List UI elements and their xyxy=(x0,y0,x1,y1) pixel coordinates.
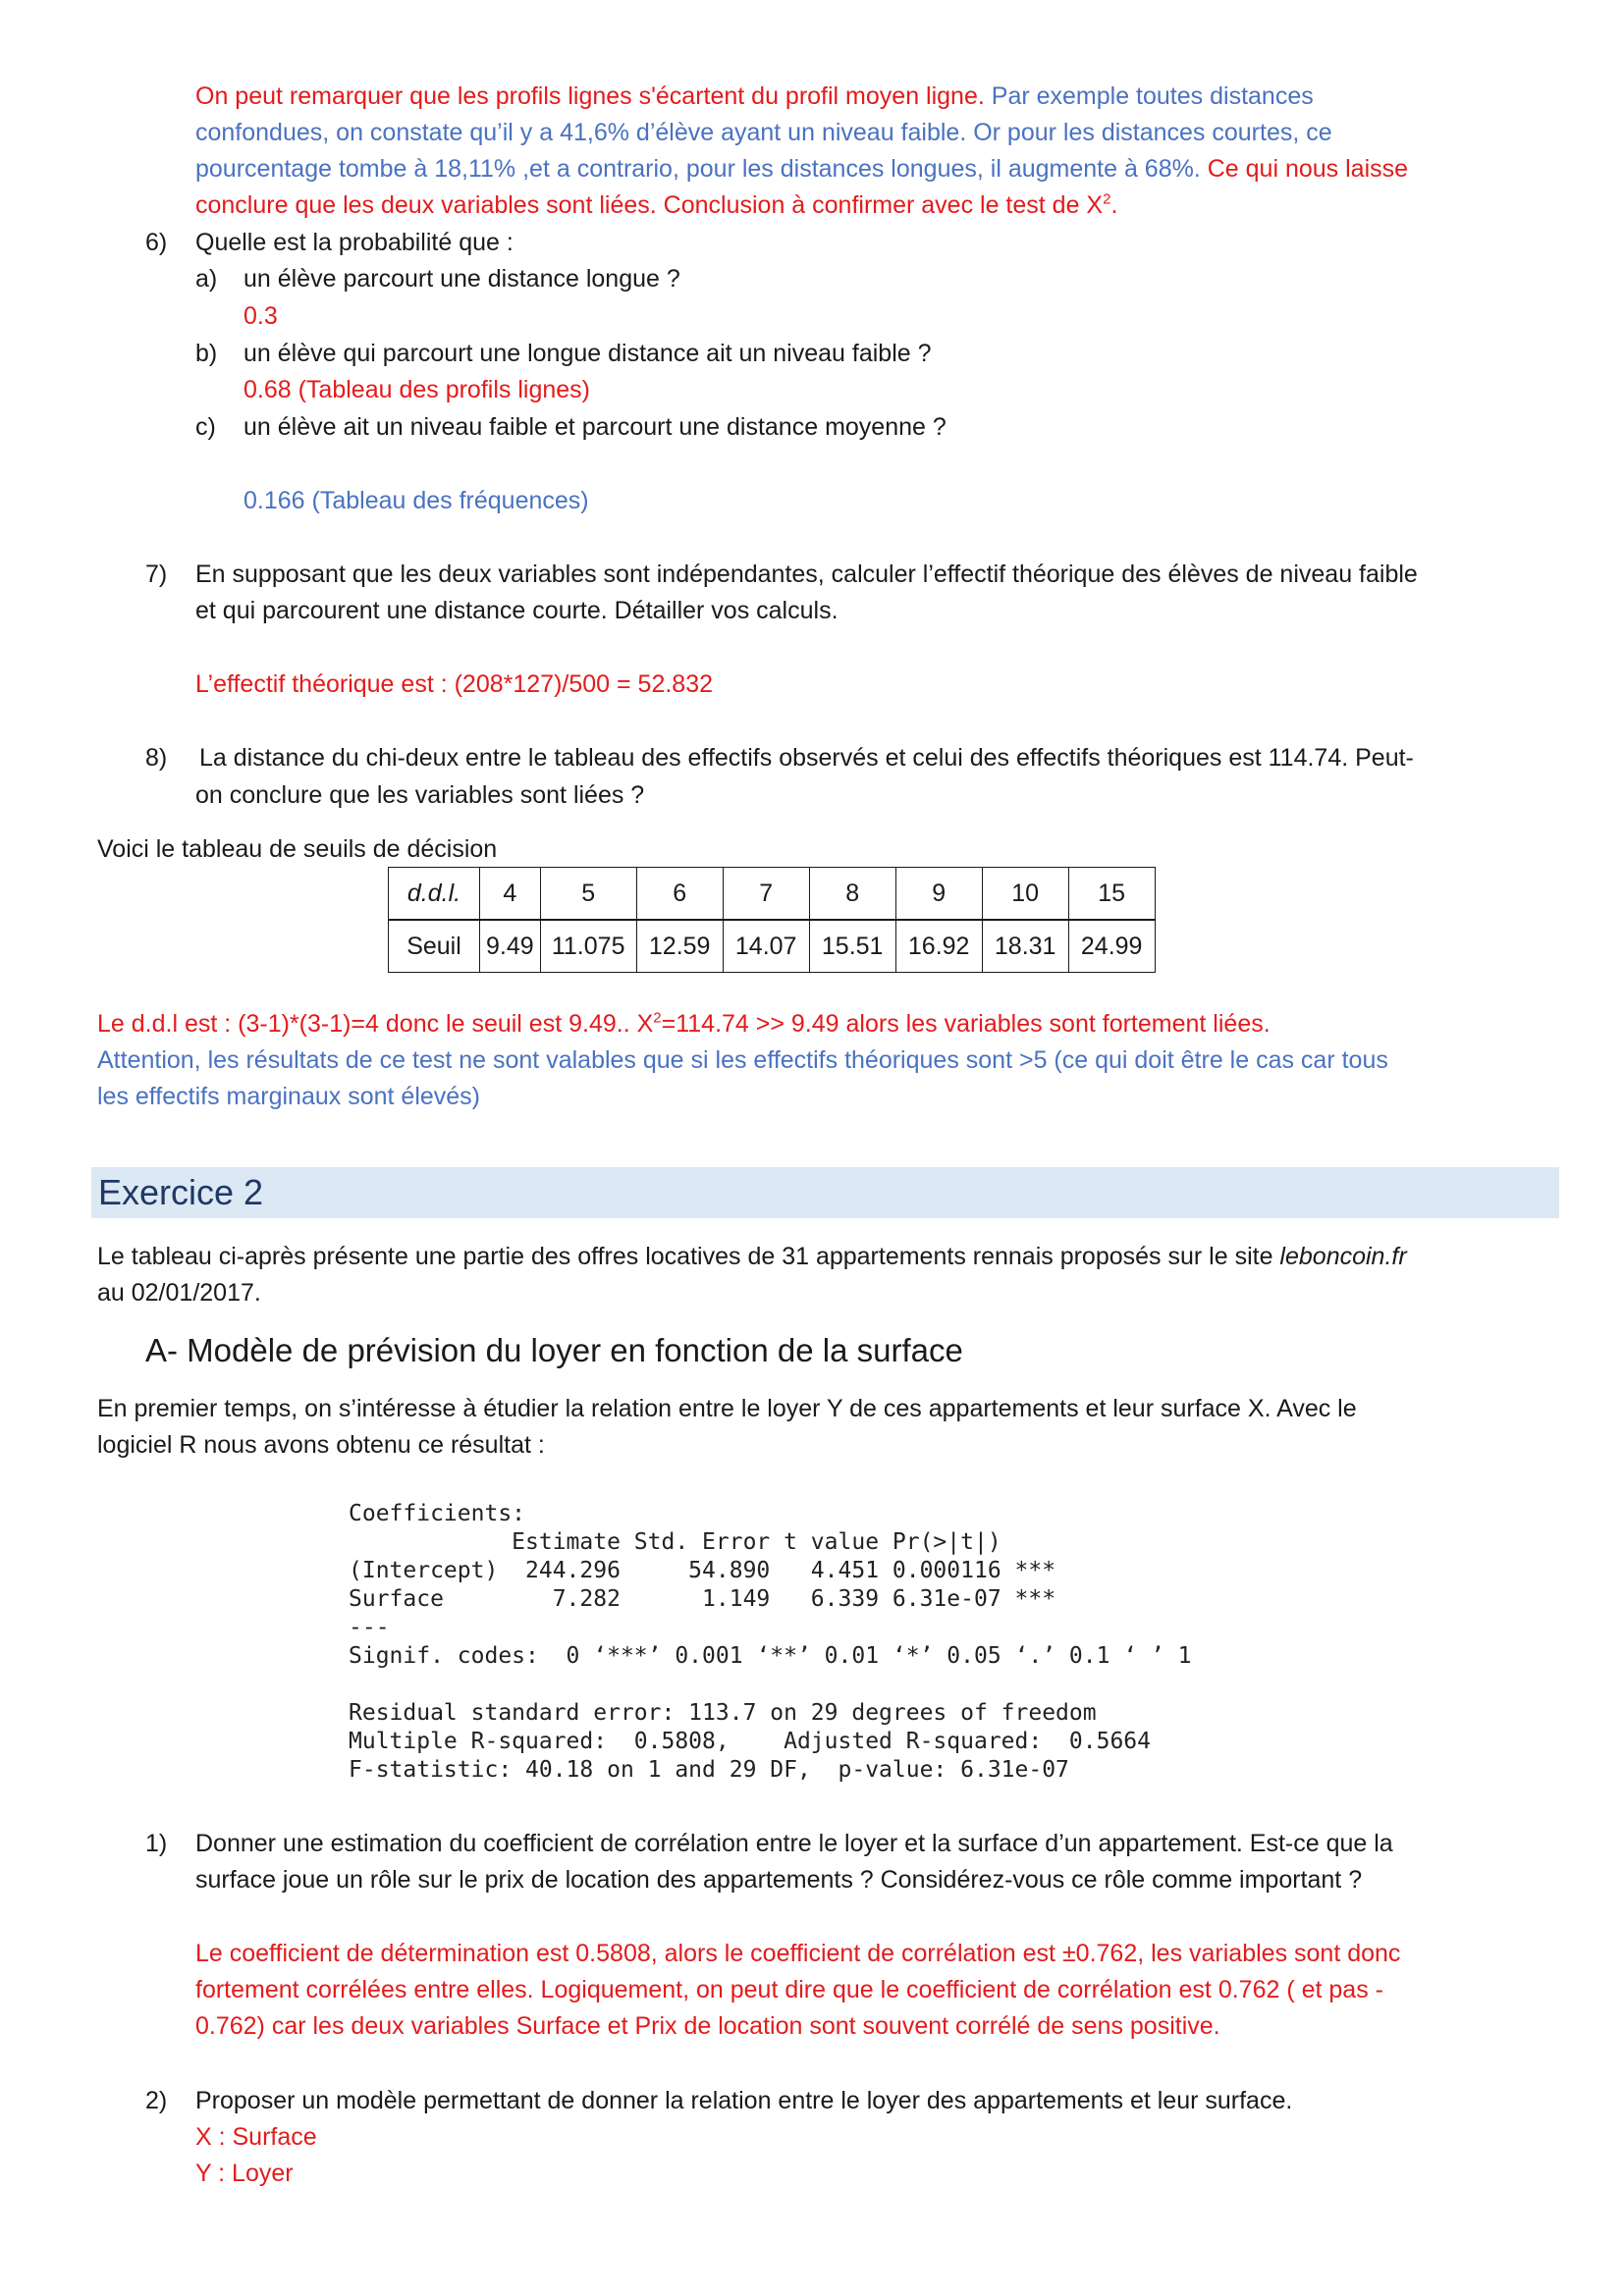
table-row-seuil xyxy=(389,920,1156,973)
table-cell: 10 xyxy=(982,868,1068,921)
question-text: Proposer un modèle permettant de donner la relation entre le loyer des appartements et leur surface. xyxy=(195,2087,1293,2114)
table-cell: 18.31 xyxy=(982,920,1068,973)
exercise-intro-text: Le tableau ci-après présente une partie des offres locatives de 31 appartements rennais proposés sur le site xyxy=(97,1243,1280,1270)
question-number: 1) xyxy=(145,1830,168,1857)
table-cell: 9 xyxy=(895,868,982,921)
question-text: Quelle est la probabilité que : xyxy=(195,229,514,256)
question-text: et qui parcourent une distance courte. Détailler vos calculs. xyxy=(195,597,839,624)
answer-text: 0.762) car les deux variables Surface et Prix de location sont souvent corrélé de sens positive. xyxy=(195,2012,1220,2040)
analysis-text-red: Ce qui nous laisse xyxy=(1207,155,1409,183)
r-output-line: Residual standard error: 113.7 on 29 degrees of freedom xyxy=(349,1700,1097,1726)
r-output-line: Multiple R-squared: 0.5808, Adjusted R-squared: 0.5664 xyxy=(349,1729,1151,1754)
analysis-text-blue: confondues, on constate qu’il y a 41,6% d’élève ayant un niveau faible. Or pour les distances courtes, ce xyxy=(195,119,1332,146)
table-cell: 15 xyxy=(1068,868,1155,921)
table-cell: 9.49 xyxy=(480,920,541,973)
answer-text: 0.166 (Tableau des fréquences) xyxy=(243,487,589,514)
table-cell: 14.07 xyxy=(723,920,809,973)
website-name: leboncoin.fr xyxy=(1279,1243,1407,1270)
table-cell: 5 xyxy=(540,868,636,921)
question-text: surface joue un rôle sur le prix de location des appartements ? Considérez-vous ce rôle comme important ? xyxy=(195,1866,1363,1894)
question-text: Donner une estimation du coefficient de corrélation entre le loyer et la surface d’un appartement. Est-ce que la xyxy=(195,1830,1393,1857)
r-output-line xyxy=(349,1671,1192,1699)
table-cell-header: Seuil xyxy=(389,920,480,973)
section-a-text: En premier temps, on s’intéresse à étudier la relation entre le loyer Y de ces appartements et leur surface X. Avec le xyxy=(97,1395,1357,1422)
question-text: La distance du chi-deux entre le tableau des effectifs observés et celui des effectifs théoriques est 114.74. Peut- xyxy=(199,744,1414,772)
question-text: on conclure que les variables sont liées ? xyxy=(195,781,645,809)
table-cell: 15.51 xyxy=(809,920,895,973)
answer-text: L’effectif théorique est : (208*127)/500 = 52.832 xyxy=(195,670,714,698)
question-number: 6) xyxy=(145,229,168,256)
answer-variable-y: Y : Loyer xyxy=(195,2160,294,2187)
r-output-line: Coefficients: xyxy=(349,1501,526,1526)
question-number: 8) xyxy=(145,744,168,772)
table-cell: 7 xyxy=(723,868,809,921)
r-output-line: --- xyxy=(349,1615,390,1640)
sub-question-letter: a) xyxy=(195,265,218,293)
sub-question-letter: c) xyxy=(195,413,216,441)
analysis-text-blue: Par exemple toutes distances xyxy=(991,82,1314,110)
answer-text: 0.3 xyxy=(243,302,278,330)
analysis-text-blue: pourcentage tombe à 18,11% ,et a contrario, pour les distances longues, il augmente à 68%. xyxy=(195,155,1201,183)
table-cell: 24.99 xyxy=(1068,920,1155,973)
r-output-line: Surface 7.282 1.149 6.339 6.31e-07 *** xyxy=(349,1586,1056,1612)
sub-question-letter: b) xyxy=(195,340,218,367)
r-output-line: (Intercept) 244.296 54.890 4.451 0.000116 *** xyxy=(349,1558,1056,1583)
superscript: 2 xyxy=(1103,190,1111,208)
table-cell: 4 xyxy=(480,868,541,921)
table-cell: 8 xyxy=(809,868,895,921)
note-text: les effectifs marginaux sont élevés) xyxy=(97,1083,481,1110)
answer-variable-x: X : Surface xyxy=(195,2123,317,2151)
table-cell: 11.075 xyxy=(540,920,636,973)
sub-question-text: un élève ait un niveau faible et parcourt une distance moyenne ? xyxy=(243,413,947,441)
table-row-ddl xyxy=(389,868,1156,921)
r-output-line: Signif. codes: 0 ‘***’ 0.001 ‘**’ 0.01 ‘*’ 0.05 ‘.’ 0.1 ‘ ’ 1 xyxy=(349,1643,1192,1669)
table-cell: 16.92 xyxy=(895,920,982,973)
table-cell: 12.59 xyxy=(636,920,723,973)
seuil-table-intro: Voici le tableau de seuils de décision xyxy=(97,835,498,863)
exercise-intro-text: au 02/01/2017. xyxy=(97,1279,261,1307)
section-a-text: logiciel R nous avons obtenu ce résultat : xyxy=(97,1431,545,1459)
r-output-line: F-statistic: 40.18 on 1 and 29 DF, p-value: 6.31e-07 xyxy=(349,1757,1069,1783)
sub-question-text: un élève qui parcourt une longue distance ait un niveau faible ? xyxy=(243,340,932,367)
answer-text: Le coefficient de détermination est 0.5808, alors le coefficient de corrélation est ±0.762, les variables sont donc xyxy=(195,1940,1401,1967)
r-output-line: Estimate Std. Error t value Pr(>|t|) xyxy=(349,1529,1001,1555)
exercise-2-title: Exercice 2 xyxy=(98,1172,264,1212)
answer-text: 0.68 (Tableau des profils lignes) xyxy=(243,376,590,403)
exercise-heading-band xyxy=(91,1167,1559,1218)
answer-text: fortement corrélées entre elles. Logiquement, on peut dire que le coefficient de corrélation est 0.762 ( et pas - xyxy=(195,1976,1383,2003)
decision-threshold-table xyxy=(388,867,1156,973)
answer-text: Le d.d.l est : (3-1)*(3-1)=4 donc le seuil est 9.49.. X xyxy=(97,1010,654,1038)
punctuation: . xyxy=(1110,191,1118,219)
sub-question-text: un élève parcourt une distance longue ? xyxy=(243,265,680,293)
superscript: 2 xyxy=(653,1009,662,1027)
table-cell: 6 xyxy=(636,868,723,921)
answer-text: =114.74 >> 9.49 alors les variables sont fortement liées. xyxy=(661,1010,1271,1038)
r-regression-output xyxy=(349,1500,1192,1785)
question-number: 2) xyxy=(145,2087,168,2114)
question-number: 7) xyxy=(145,561,168,588)
section-a-title: A- Modèle de prévision du loyer en fonction de la surface xyxy=(145,1332,963,1368)
analysis-text-red: On peut remarquer que les profils lignes s'écartent du profil moyen ligne. xyxy=(195,82,985,110)
analysis-conclusion: conclure que les deux variables sont liées. Conclusion à confirmer avec le test de X xyxy=(195,191,1104,219)
note-text: Attention, les résultats de ce test ne sont valables que si les effectifs théoriques sont >5 (ce qui doit être le cas car tous xyxy=(97,1046,1388,1074)
question-text: En supposant que les deux variables sont indépendantes, calculer l’effectif théorique des élèves de niveau faible xyxy=(195,561,1418,588)
table-cell-header: d.d.l. xyxy=(389,868,480,921)
